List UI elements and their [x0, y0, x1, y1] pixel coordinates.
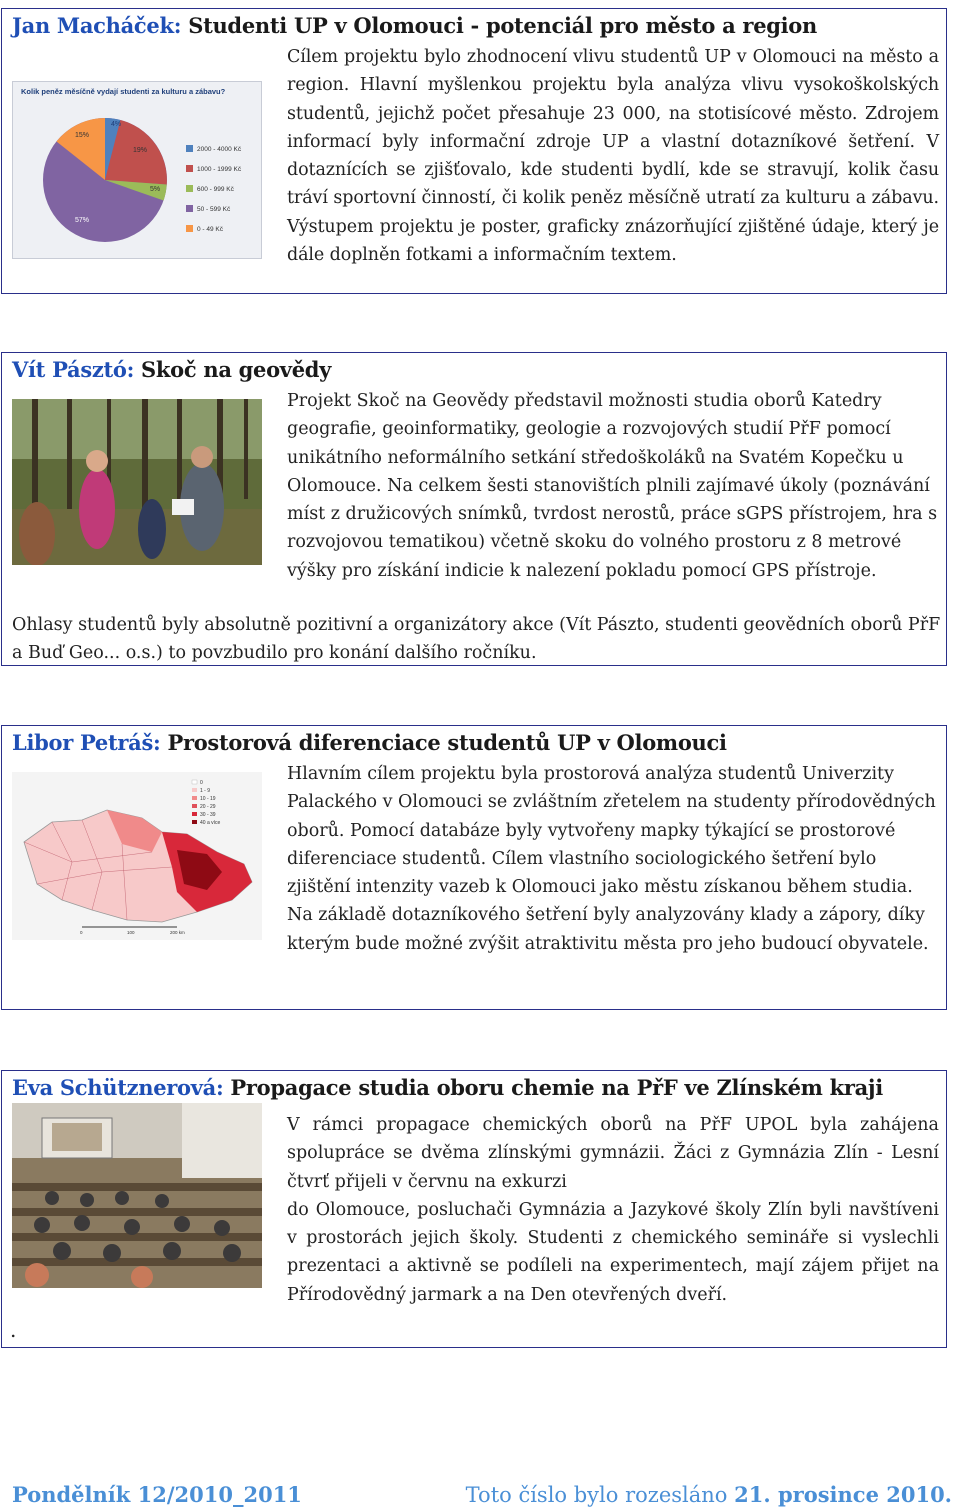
legend-item: 50 - 599 Kč: [197, 206, 231, 213]
article-title: [12, 357, 331, 382]
map-image: [12, 772, 262, 940]
stray-dot: .: [10, 1318, 17, 1342]
scale-label: 0: [80, 930, 83, 935]
footer-right: [466, 1482, 952, 1507]
article-card: [1, 1070, 947, 1348]
article-card: [1, 8, 947, 294]
legend-item: 10 - 19: [200, 796, 216, 802]
pie-label: 19%: [133, 147, 148, 154]
article-text-part: V rámci propagace chemických oborů na PřF UPOL byla zahájena spolupráce se dvěma zlínskými gymnázii. Žáci z Gymnázia Zlín - Lesní čtvrť přijeli v červnu na exkurzi: [287, 1115, 939, 1192]
article-text-part: do Olomouce, posluchači Gymnázia a Jazykové školy Zlín byli navštíveni v prostorách jejich školy. Studenti z chemického semináře si vyslechli prezentaci a aktivně se podíleli na experimentech, mají zájem přijet na Přírodovědný jarmark a na Den otevřených dveří.: [287, 1199, 939, 1305]
article-project: Skoč na geovědy: [141, 357, 332, 382]
scale-label: 100: [127, 930, 135, 935]
legend-item: 30 - 39: [200, 812, 216, 818]
legend-item: 1000 - 1999 Kč: [197, 166, 242, 173]
article-text: Cílem projektu bylo zhodnocení vlivu studentů UP v Olomouci na město a region. Hlavní myšlenkou projektu byla analýza vlivu vysokoškolských studentů, jejichž počet přesahuje 23 000, na stotisícové město. Zdrojem informací byly informační zdroje UP a vlastní dotazníkové šetření. V dotaznících se zjišťovalo, kde studenti bydlí, kde se stravují, kolik času tráví sportovní činností, či kolik peněz měsíčně utratí za kulturu a zábavu. Výstupem projektu je poster, graficky znázorňující zjištěné údaje, který je dále doplněn fotkami a informačním textem.: [287, 47, 939, 266]
article-project: Propagace studia oboru chemie na PřF ve Zlínském kraji: [230, 1075, 883, 1100]
article-card: [1, 725, 947, 1010]
pie-label: 5%: [150, 186, 161, 193]
legend-item: 600 - 999 Kč: [197, 186, 234, 193]
pie-label: 4%: [111, 121, 122, 128]
chart-title: Kolik peněz měsíčně vydají studenti za kulturu a zábavu?: [21, 87, 226, 96]
forest-photo: [12, 399, 262, 565]
article-project: Prostorová diferenciace studentů UP v Olomouci: [167, 730, 727, 755]
article-author: Vít Pásztó:: [12, 357, 135, 382]
legend-item: 0: [200, 780, 203, 786]
scale-label: 200 km: [170, 930, 185, 935]
pie-chart-image: [12, 81, 262, 259]
pie-label: 15%: [75, 132, 90, 139]
article-author: Jan Macháček:: [12, 13, 182, 38]
footer-left: Pondělník 12/2010_2011: [12, 1482, 302, 1507]
legend-item: 40 a více: [200, 820, 221, 826]
pie-label: 57%: [75, 217, 90, 224]
article-author: Eva Schütznerová:: [12, 1075, 224, 1100]
article-text: [287, 1111, 939, 1309]
legend-item: 1 - 9: [200, 788, 211, 794]
article-text: Projekt Skoč na Geovědy představil možnosti studia oborů Katedry geografie, geoinformatiky, geologie a rozvojových studií PřF pomocí unikátního neformálního setkání středoškoláků na Svatém Kopečku u Olomouce. Na celkem šesti stanovištích plnili zajímavé úkoly (poznávání míst z družicových snímků, tvrdost nerostů, práce sGPS přístrojem, hra s rozvojovou tematikou) včetně skoku do volného prostoru z 8 metrové výšky pro získání indicie k nalezení pokladu pomocí GPS přístroje.: [287, 391, 938, 581]
article-title: [12, 730, 727, 755]
article-project: Studenti UP v Olomouci - potenciál pro město a region: [188, 13, 817, 38]
article-author: Libor Petráš:: [12, 730, 161, 755]
article-text: Hlavním cílem projektu byla prostorová analýza studentů Univerzity Palackého v Olomouci se zvláštním zřetelem na studenty přírodovědných oborů. Pomocí databáze byly vytvořeny mapky týkající se prostorové diferenciace studentů. Cílem vlastního sociologického šetření bylo zjištění intenzity vazeb k Olomouci jako městu získanou během studia. Na základě dotazníkového šetření byly analyzovány klady a zápory, díky kterým bude možné zvýšit atraktivitu města pro jeho budoucí obyvatele.: [287, 764, 936, 954]
footer-right-date: 21. prosince 2010.: [734, 1482, 952, 1507]
article-title: [12, 1075, 883, 1100]
legend-item: 2000 - 4000 Kč: [197, 146, 242, 153]
article-text-continued: Ohlasy studentů byly absolutně pozitivní a organizátory akce (Vít Pászto, studenti geovědních oborů PřF a Buď Geo... o.s.) to povzbudilo pro konání dalšího ročníku.: [12, 615, 941, 663]
legend-item: 0 - 49 Kč: [197, 226, 224, 233]
legend-item: 20 - 29: [200, 804, 216, 810]
article-card: [1, 352, 947, 666]
article-title: [12, 13, 817, 38]
lecture-hall-photo: [12, 1103, 262, 1288]
footer-right-prefix: Toto číslo bylo rozesláno: [465, 1483, 735, 1507]
